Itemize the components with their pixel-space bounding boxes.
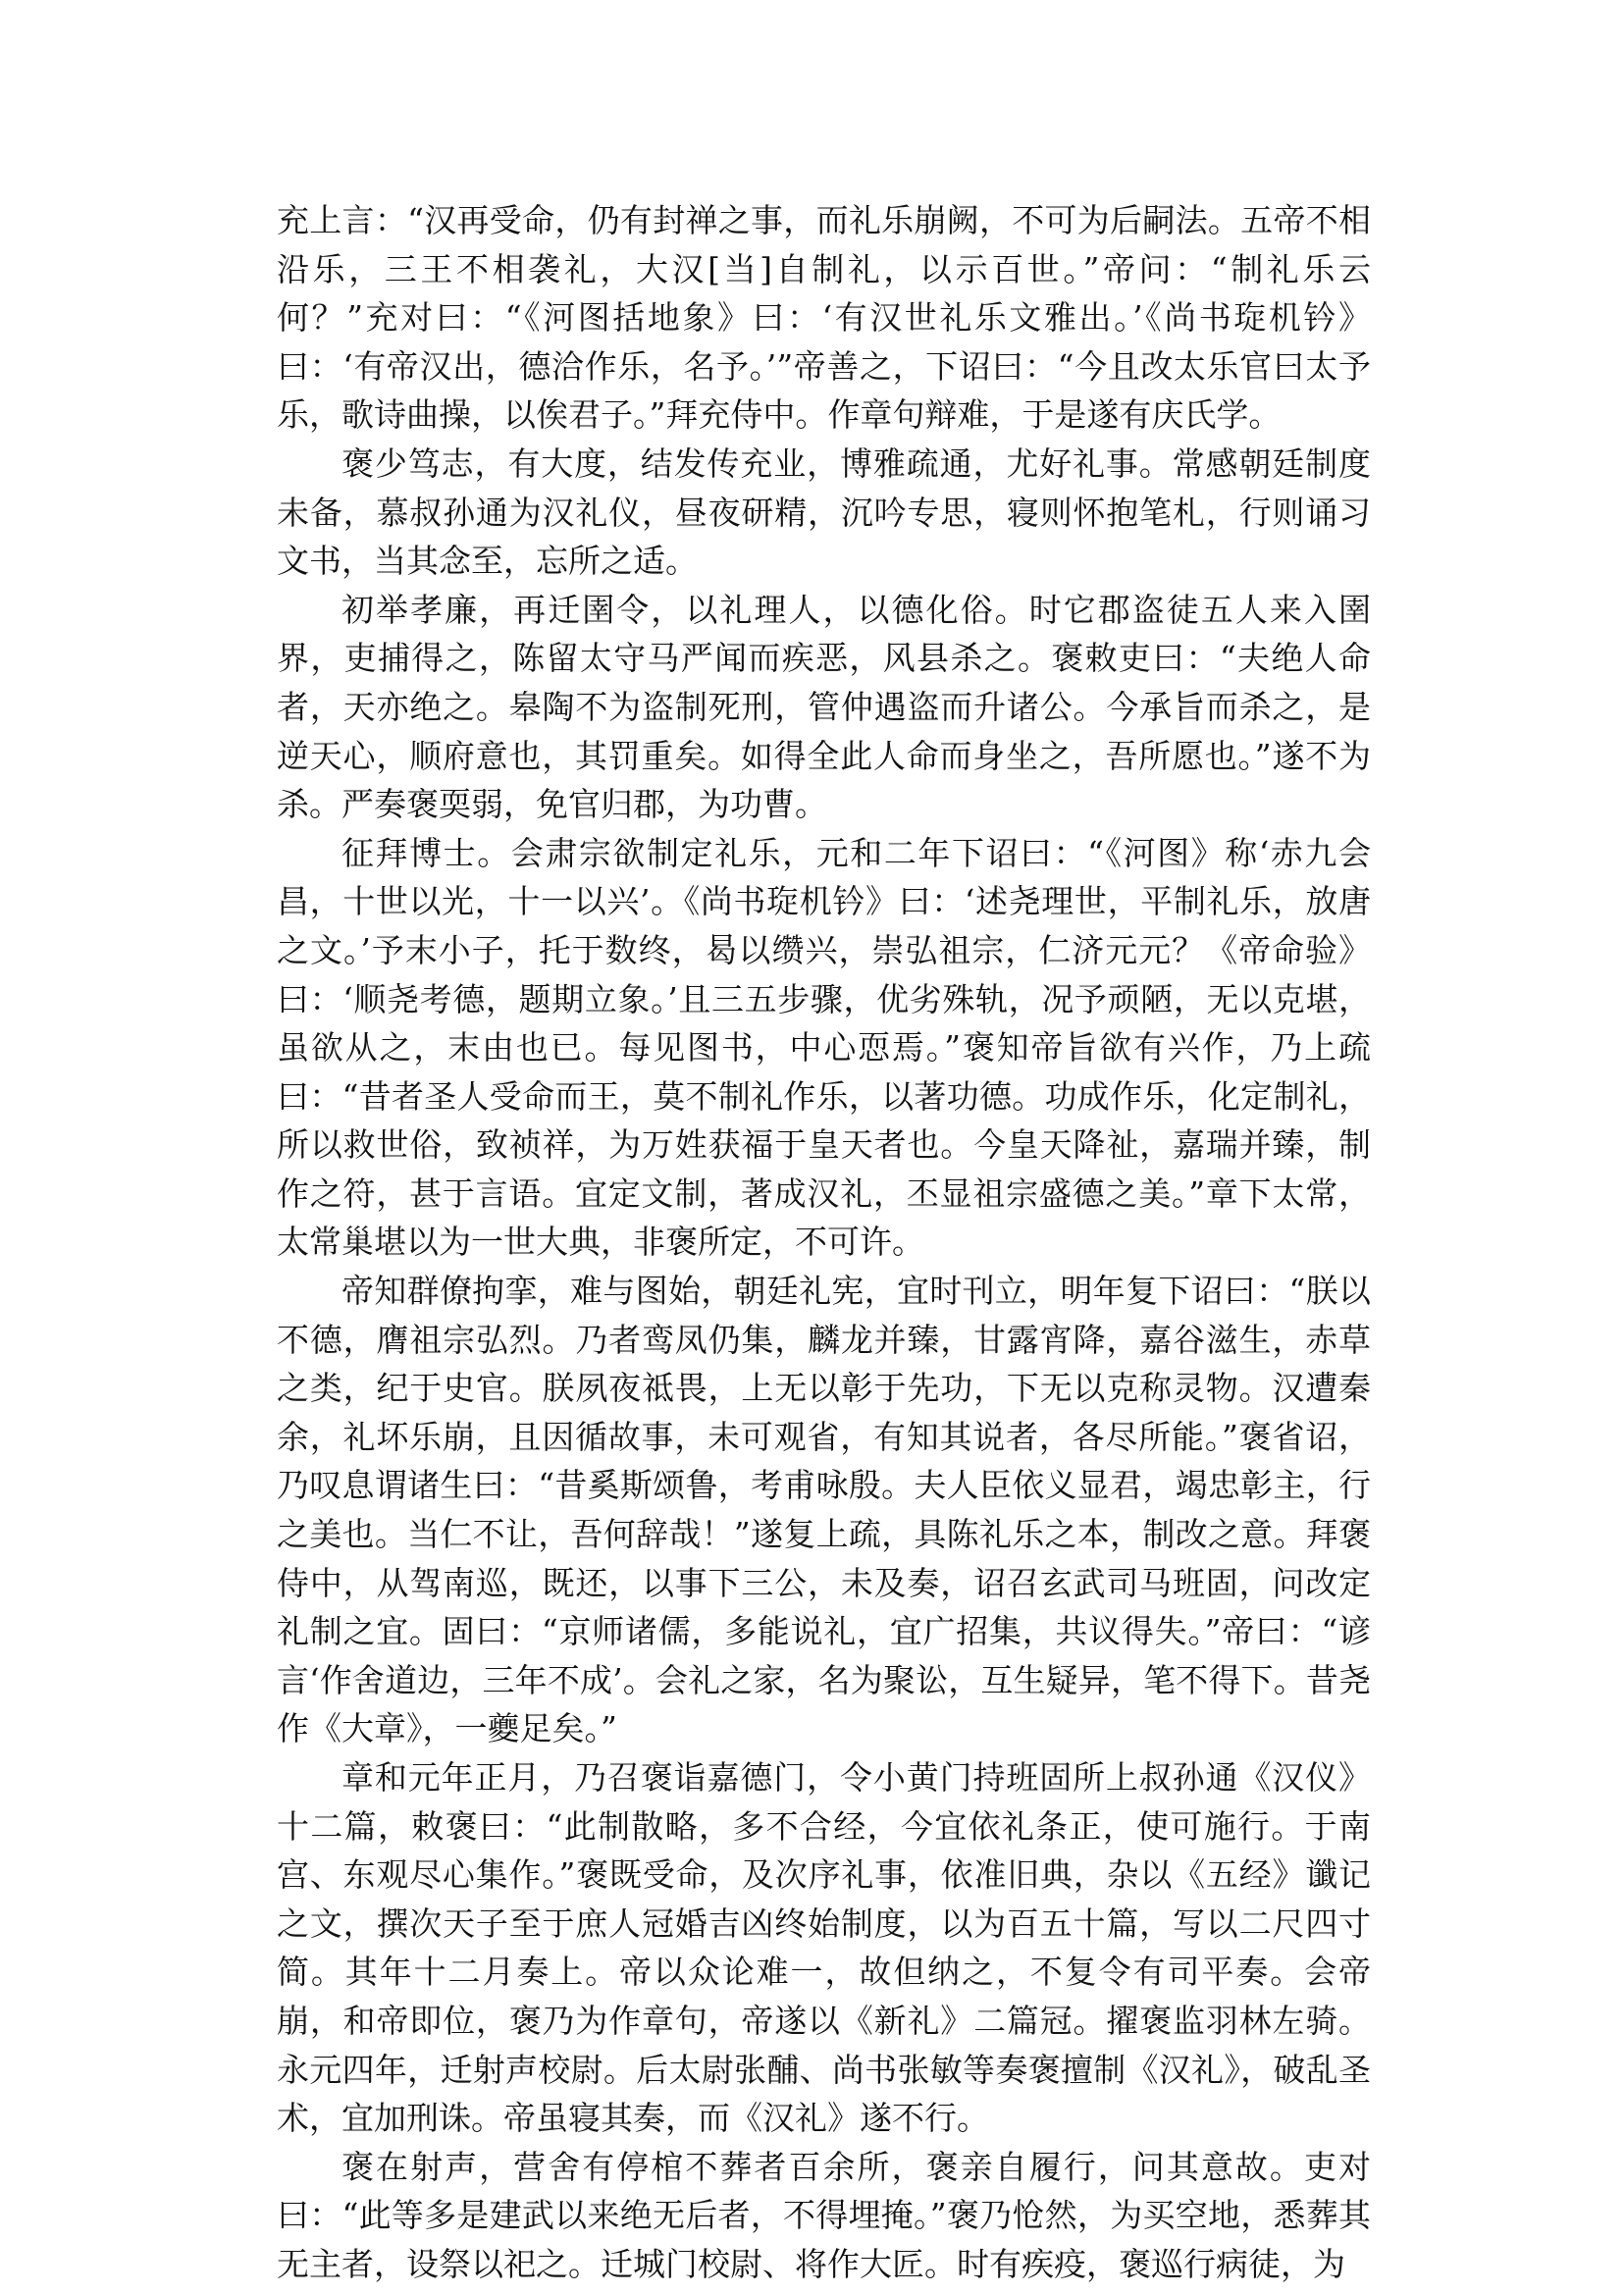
document-page [277,196,1371,2289]
paragraph-6: 章和元年正月，乃召褒诣嘉德门，令小黄门持班固所上叔孙通《汉仪》十二篇，敕褒曰：“此制散略，多不合经，今宜依礼条正，使可施行。于南宫、东观尽心集作。”褒既受命，及次序礼事，依准旧典，杂以《五经》谶记之文，撰次天子至于庶人冠婚吉凶终始制度，以为百五十篇，写以二尺四寸简。其年十二月奏上。帝以众论难一，故但纳之，不复令有司平奏。会帝崩，和帝即位，褒乃为作章句，帝遂以《新礼》二篇冠。擢褒监羽林左骑。永元四年，迁射声校尉。后太尉张酺、尚书张敏等奏褒擅制《汉礼》，破乱圣术，宜加刑诛。帝虽寝其奏，而《汉礼》遂不行。 [277,1758,1371,2138]
paragraph-7: 褒在射声，营舍有停棺不葬者百余所，褒亲自履行，问其意故。吏对曰：“此等多是建武以来绝无后者，不得埋掩。”褒乃怆然，为买空地，悉葬其无主者，设祭以祀之。迁城门校尉、将作大匠。时有疾疫，褒巡行病徒，为 [277,2147,1371,2283]
paragraph-5: 帝知群僚拘挛，难与图始，朝廷礼宪，宜时刊立，明年复下诏曰：“朕以不德，膺祖宗弘烈。乃者鸾凤仍集，麟龙并臻，甘露宵降，嘉谷滋生，赤草之类，纪于史官。朕夙夜祗畏，上无以彰于先功，下无以克称灵物。汉遭秦余，礼坏乐崩，且因循故事，未可观省，有知其说者，各尽所能。”褒省诏，乃叹息谓诸生曰：“昔奚斯颂鲁，考甫咏殷。夫人臣依义显君，竭忠彰主，行之美也。当仁不让，吾何辞哉！”遂复上疏，具陈礼乐之本，制改之意。拜褒侍中，从驾南巡，既还，以事下三公，未及奏，诏召玄武司马班固，问改定礼制之宜。固曰：“京师诸儒，多能说礼，宜广招集，共议得失。”帝曰：“谚言‘作舍道边，三年不成’。会礼之家，名为聚讼，互生疑异，笔不得下。昔尧作《大章》，一夔足矣。” [277,1272,1371,1748]
paragraph-4: 征拜博士。会肃宗欲制定礼乐，元和二年下诏曰：“《河图》称‘赤九会昌，十世以光，十一以兴’。《尚书琁机钤》曰：‘述尧理世，平制礼乐，放唐之文。’予末小子，托于数终，曷以缵兴，崇弘祖宗，仁济元元？《帝命验》曰：‘顺尧考德，题期立象。’且三五步骤，优劣殊轨，况予顽陋，无以克堪，虽欲从之，末由也已。每见图书，中心恧焉。”褒知帝旨欲有兴作，乃上疏曰：“昔者圣人受命而王，莫不制礼作乐，以著功德。功成作乐，化定制礼，所以救世俗，致祯祥，为万姓获福于皇天者也。今皇天降祉，嘉瑞并臻，制作之符，甚于言语。宜定文制，著成汉礼，丕显祖宗盛德之美。”章下太常，太常巢堪以为一世大典，非褒所定，不可许。 [277,833,1371,1262]
paragraph-3: 初举孝廉，再迁圉令，以礼理人，以德化俗。时它郡盗徒五人来入圉界，吏捕得之，陈留太守马严闻而疾恶，风县杀之。褒敕吏曰：“夫绝人命者，天亦绝之。皋陶不为盗制死刑，管仲遇盗而升诸公。今承旨而杀之，是逆天心，顺府意也，其罚重矣。如得全此人命而身坐之，吾所愿也。”遂不为杀。严奏褒耎弱，免官归郡，为功曹。 [277,590,1371,824]
paragraph-2: 褒少笃志，有大度，结发传充业，博雅疏通，尤好礼事。常感朝廷制度未备，慕叔孙通为汉礼仪，昼夜研精，沉吟专思，寝则怀抱笔札，行则诵习文书，当其念至，忘所之适。 [277,443,1371,581]
paragraph-1: 充上言：“汉再受命，仍有封禅之事，而礼乐崩阙，不可为后嗣法。五帝不相沿乐，三王不相袭礼，大汉[当]自制礼，以示百世。”帝问：“制礼乐云何？”充对曰：“《河图括地象》曰：‘有汉世礼乐文雅出。’《尚书琁机钤》曰：‘有帝汉出，德洽作乐，名予。’”帝善之，下诏曰：“今且改太乐官曰太予乐，歌诗曲操，以俟君子。”拜充侍中。作章句辩难，于是遂有庆氏学。 [277,201,1371,435]
